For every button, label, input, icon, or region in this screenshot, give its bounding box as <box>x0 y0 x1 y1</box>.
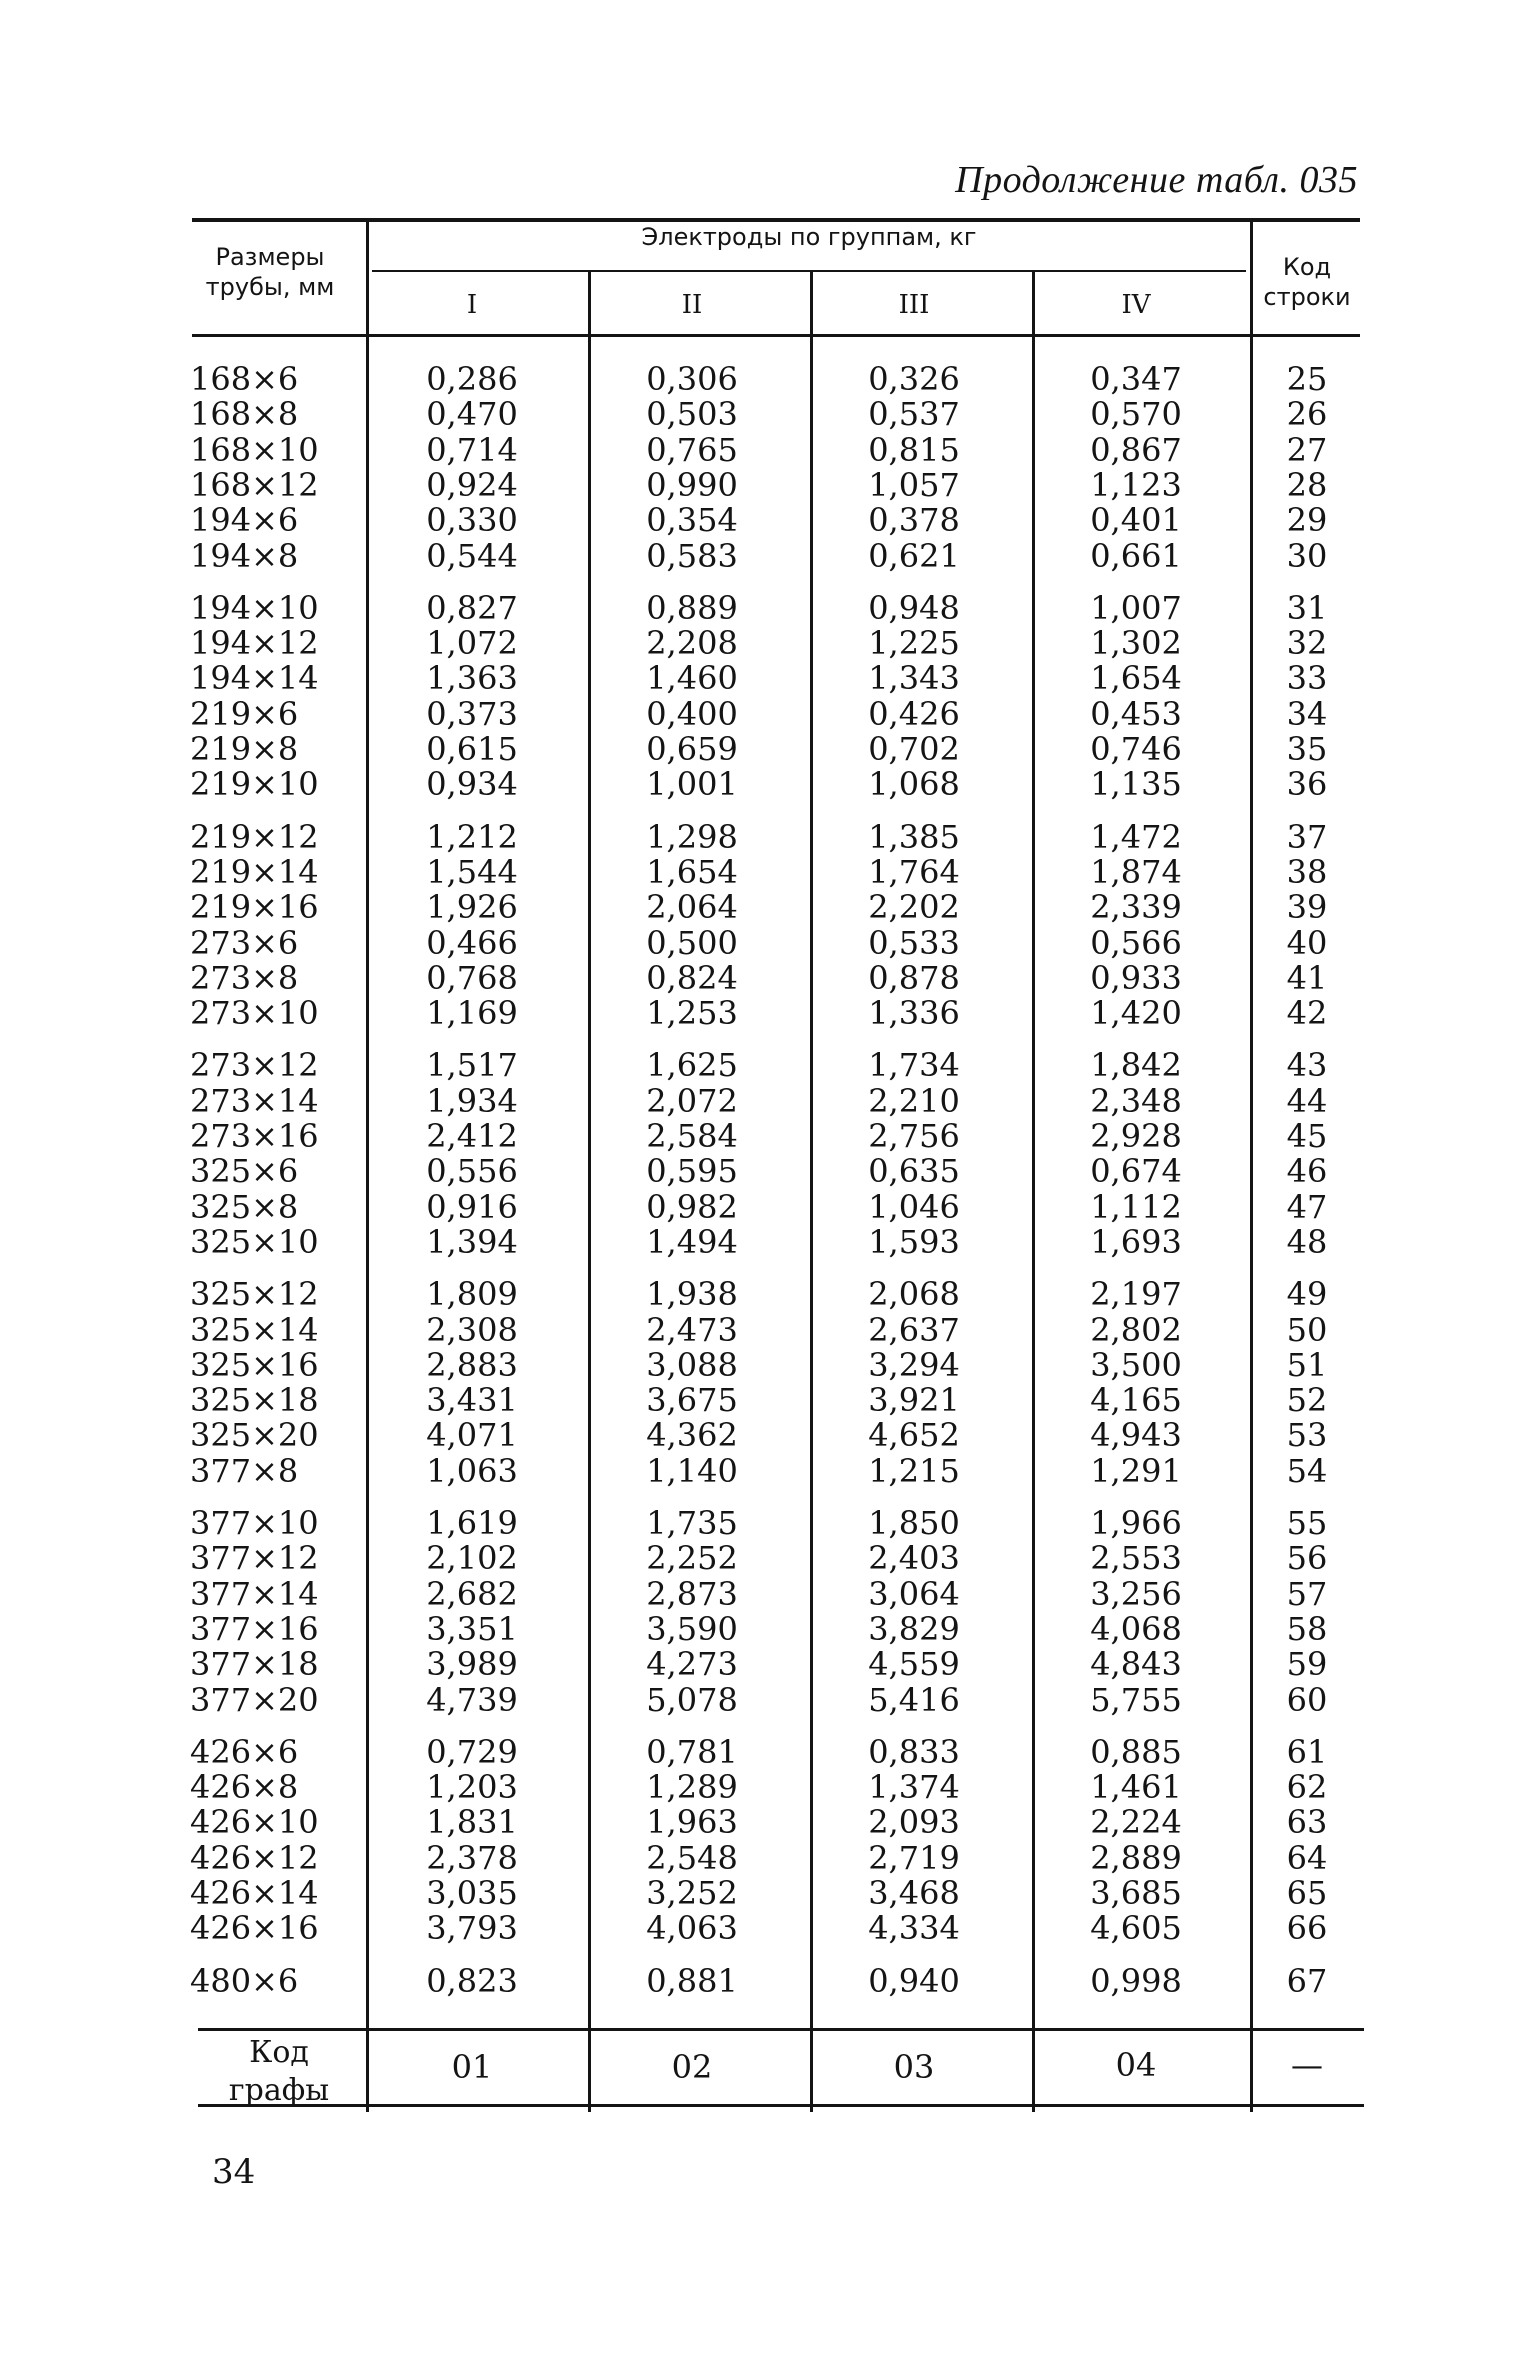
electrode-mass-cell: 0,544 <box>426 536 518 575</box>
electrode-mass-cell: 1,112 <box>1090 1187 1182 1226</box>
electrode-mass-cell: 0,466 <box>426 923 518 962</box>
electrode-mass-cell: 3,675 <box>646 1381 738 1420</box>
pipe-size-cell: 377×8 <box>190 1451 299 1490</box>
electrode-mass-cell: 1,874 <box>1090 852 1182 891</box>
electrode-mass-cell: 2,637 <box>868 1310 960 1349</box>
row-code-cell: 58 <box>1286 1609 1328 1648</box>
pipe-size-cell: 194×14 <box>190 659 319 698</box>
electrode-mass-cell: 1,169 <box>426 994 518 1033</box>
pipe-size-cell: 325×16 <box>190 1345 319 1384</box>
pipe-size-cell: 426×8 <box>190 1768 299 1807</box>
row-code-cell: 52 <box>1286 1381 1328 1420</box>
electrode-mass-cell: 0,765 <box>646 430 738 469</box>
electrode-mass-cell: 5,755 <box>1090 1680 1182 1719</box>
electrode-mass-cell: 0,674 <box>1090 1152 1182 1191</box>
pipe-size-cell: 273×6 <box>190 923 299 962</box>
pipe-size-cell: 325×10 <box>190 1222 319 1261</box>
pipe-size-cell: 219×10 <box>190 765 319 804</box>
pipe-size-cell: 194×6 <box>190 501 299 540</box>
column-code-dash: — <box>1291 2046 1323 2084</box>
electrode-mass-cell: 1,007 <box>1090 588 1182 627</box>
column-rule <box>810 272 813 2112</box>
electrode-mass-cell: 2,584 <box>646 1117 738 1155</box>
electrode-mass-cell: 5,078 <box>646 1680 738 1719</box>
row-code-cell: 25 <box>1286 360 1328 398</box>
pipe-size-cell: 325×18 <box>190 1381 319 1420</box>
electrode-mass-cell: 3,064 <box>868 1574 960 1613</box>
electrode-mass-cell: 4,334 <box>868 1909 960 1948</box>
pipe-size-cell: 194×12 <box>190 624 319 663</box>
electrode-mass-cell: 1,135 <box>1090 765 1182 804</box>
electrode-mass-cell: 0,815 <box>868 430 960 469</box>
row-code-cell: 42 <box>1286 994 1328 1033</box>
electrode-mass-cell: 1,063 <box>426 1451 518 1490</box>
row-code-cell: 39 <box>1286 888 1328 927</box>
pipe-size-cell: 273×10 <box>190 994 319 1033</box>
electrode-mass-cell: 0,286 <box>426 360 518 398</box>
size-column-header: Размеры трубы, мм <box>205 243 335 301</box>
row-code-cell: 29 <box>1286 501 1328 540</box>
electrode-mass-cell: 0,889 <box>646 588 738 627</box>
electrode-mass-cell: 2,883 <box>426 1345 518 1384</box>
row-code-cell: 56 <box>1286 1539 1328 1578</box>
electrode-mass-cell: 0,453 <box>1090 694 1182 733</box>
row-code-cell: 44 <box>1286 1081 1328 1120</box>
electrode-mass-cell: 2,252 <box>646 1539 738 1578</box>
pipe-size-cell: 168×6 <box>190 360 299 398</box>
column-rule <box>1032 272 1035 2112</box>
pipe-size-cell: 219×16 <box>190 888 319 927</box>
pipe-size-cell: 219×14 <box>190 852 319 891</box>
electrode-mass-cell: 3,351 <box>426 1609 518 1648</box>
pipe-size-cell: 426×10 <box>190 1803 319 1842</box>
pipe-size-cell: 219×8 <box>190 730 299 768</box>
electrode-mass-cell: 0,347 <box>1090 360 1182 398</box>
electrode-mass-cell: 2,928 <box>1090 1117 1182 1155</box>
electrode-mass-cell: 1,966 <box>1090 1504 1182 1542</box>
electrode-mass-cell: 0,306 <box>646 360 738 398</box>
row-code-cell: 61 <box>1286 1732 1328 1771</box>
electrode-mass-cell: 2,412 <box>426 1117 518 1155</box>
pipe-size-cell: 273×8 <box>190 958 299 997</box>
electrode-mass-cell: 1,544 <box>426 852 518 891</box>
row-code-cell: 50 <box>1286 1310 1328 1349</box>
pipe-size-cell: 194×8 <box>190 536 299 575</box>
row-code-cell: 62 <box>1286 1768 1328 1807</box>
electrode-mass-cell: 0,940 <box>868 1961 960 2000</box>
groups-rule <box>372 270 1246 272</box>
electrode-mass-cell: 3,468 <box>868 1874 960 1912</box>
electrode-mass-cell: 3,252 <box>646 1874 738 1912</box>
electrode-mass-cell: 2,208 <box>646 624 738 663</box>
table-continuation-title: Продолжение табл. 035 <box>955 159 1358 201</box>
electrode-mass-cell: 1,934 <box>426 1081 518 1120</box>
group-header-iv: IV <box>1121 290 1151 320</box>
electrode-mass-cell: 1,302 <box>1090 624 1182 663</box>
pipe-size-cell: 377×10 <box>190 1504 319 1542</box>
row-code-cell: 64 <box>1286 1838 1328 1877</box>
electrode-mass-cell: 1,001 <box>646 765 738 804</box>
electrode-mass-cell: 1,253 <box>646 994 738 1033</box>
electrode-mass-cell: 2,210 <box>868 1081 960 1120</box>
electrode-mass-cell: 0,881 <box>646 1961 738 2000</box>
footer-top-rule <box>198 2028 1364 2031</box>
electrode-mass-cell: 1,809 <box>426 1275 518 1314</box>
electrode-mass-cell: 0,714 <box>426 430 518 469</box>
electrode-mass-cell: 0,566 <box>1090 923 1182 962</box>
electrode-mass-cell: 0,998 <box>1090 1961 1182 2000</box>
electrode-mass-cell: 2,403 <box>868 1539 960 1578</box>
electrode-mass-cell: 3,088 <box>646 1345 738 1384</box>
electrode-mass-cell: 1,068 <box>868 765 960 804</box>
electrode-mass-cell: 1,625 <box>646 1046 738 1085</box>
pipe-size-cell: 219×6 <box>190 694 299 733</box>
pipe-size-cell: 426×14 <box>190 1874 319 1912</box>
page-number: 34 <box>212 2152 256 2192</box>
row-code-cell: 33 <box>1286 659 1328 698</box>
electrode-mass-cell: 1,517 <box>426 1046 518 1085</box>
pipe-size-cell: 480×6 <box>190 1961 299 2000</box>
electrode-mass-cell: 3,035 <box>426 1874 518 1912</box>
electrode-mass-cell: 3,590 <box>646 1609 738 1648</box>
electrode-mass-cell: 0,533 <box>868 923 960 962</box>
row-code-cell: 30 <box>1286 536 1328 575</box>
pipe-size-cell: 377×14 <box>190 1574 319 1613</box>
electrode-mass-cell: 2,682 <box>426 1574 518 1613</box>
row-code-cell: 40 <box>1286 923 1328 962</box>
column-code-04: 04 <box>1115 2046 1157 2084</box>
electrode-mass-cell: 1,764 <box>868 852 960 891</box>
electrode-mass-cell: 0,924 <box>426 465 518 504</box>
row-code-cell: 41 <box>1286 958 1328 997</box>
pipe-size-cell: 325×20 <box>190 1416 319 1455</box>
electrode-mass-cell: 1,225 <box>868 624 960 663</box>
electrode-mass-cell: 2,072 <box>646 1081 738 1120</box>
electrode-mass-cell: 0,400 <box>646 694 738 733</box>
pipe-size-cell: 377×20 <box>190 1680 319 1719</box>
electrode-mass-cell: 1,363 <box>426 659 518 698</box>
electrode-mass-cell: 2,719 <box>868 1838 960 1877</box>
group-header-i: I <box>466 290 478 320</box>
row-code-cell: 35 <box>1286 730 1328 768</box>
electrode-mass-cell: 1,654 <box>646 852 738 891</box>
pipe-size-cell: 325×6 <box>190 1152 299 1191</box>
electrode-mass-cell: 2,378 <box>426 1838 518 1877</box>
electrode-mass-cell: 0,867 <box>1090 430 1182 469</box>
row-code-cell: 67 <box>1286 1961 1328 2000</box>
pipe-size-cell: 325×14 <box>190 1310 319 1349</box>
electrode-mass-cell: 0,746 <box>1090 730 1182 768</box>
row-code-cell: 57 <box>1286 1574 1328 1613</box>
pipe-size-cell: 168×8 <box>190 395 299 434</box>
electrode-mass-cell: 3,294 <box>868 1345 960 1384</box>
electrode-mass-cell: 1,343 <box>868 659 960 698</box>
row-code-cell: 26 <box>1286 395 1328 434</box>
electrode-mass-cell: 1,394 <box>426 1222 518 1261</box>
electrode-mass-cell: 4,068 <box>1090 1609 1182 1648</box>
electrode-mass-cell: 1,494 <box>646 1222 738 1261</box>
electrode-mass-cell: 1,072 <box>426 624 518 663</box>
pipe-size-cell: 426×16 <box>190 1909 319 1948</box>
electrode-mass-cell: 0,878 <box>868 958 960 997</box>
electrode-mass-cell: 0,500 <box>646 923 738 962</box>
electrode-mass-cell: 1,140 <box>646 1451 738 1490</box>
row-code-cell: 63 <box>1286 1803 1328 1842</box>
electrode-mass-cell: 1,385 <box>868 817 960 856</box>
electrode-mass-cell: 0,916 <box>426 1187 518 1226</box>
electrode-mass-cell: 1,057 <box>868 465 960 504</box>
row-code-cell: 34 <box>1286 694 1328 733</box>
electrode-mass-cell: 1,472 <box>1090 817 1182 856</box>
row-code-cell: 32 <box>1286 624 1328 663</box>
footer-bottom-rule <box>198 2104 1364 2107</box>
electrode-mass-cell: 0,326 <box>868 360 960 398</box>
row-code-cell: 59 <box>1286 1645 1328 1684</box>
electrode-mass-cell: 0,583 <box>646 536 738 575</box>
pipe-size-cell: 219×12 <box>190 817 319 856</box>
electrode-mass-cell: 2,802 <box>1090 1310 1182 1349</box>
row-code-cell: 48 <box>1286 1222 1328 1261</box>
pipe-size-cell: 168×12 <box>190 465 319 504</box>
electrode-mass-cell: 0,556 <box>426 1152 518 1191</box>
column-rule <box>588 272 591 2112</box>
electrode-mass-cell: 3,921 <box>868 1381 960 1420</box>
electrode-mass-cell: 3,793 <box>426 1909 518 1948</box>
electrode-mass-cell: 4,165 <box>1090 1381 1182 1420</box>
electrode-mass-cell: 4,559 <box>868 1645 960 1684</box>
electrode-mass-cell: 2,064 <box>646 888 738 927</box>
electrode-mass-cell: 2,224 <box>1090 1803 1182 1842</box>
pipe-size-cell: 168×10 <box>190 430 319 469</box>
group-header-iii: III <box>898 290 930 320</box>
electrode-mass-cell: 1,203 <box>426 1768 518 1807</box>
electrode-mass-cell: 0,781 <box>646 1732 738 1771</box>
electrode-mass-cell: 0,823 <box>426 1961 518 2000</box>
electrode-mass-cell: 0,885 <box>1090 1732 1182 1771</box>
electrode-mass-cell: 1,850 <box>868 1504 960 1542</box>
electrode-mass-cell: 1,831 <box>426 1803 518 1842</box>
electrode-mass-cell: 0,470 <box>426 395 518 434</box>
row-code-cell: 43 <box>1286 1046 1328 1085</box>
row-code-cell: 36 <box>1286 765 1328 804</box>
column-code-03: 03 <box>893 2048 935 2086</box>
electrode-mass-cell: 1,420 <box>1090 994 1182 1033</box>
electrode-mass-cell: 2,756 <box>868 1117 960 1155</box>
electrode-mass-cell: 0,373 <box>426 694 518 733</box>
electrode-mass-cell: 1,938 <box>646 1275 738 1314</box>
pipe-size-cell: 194×10 <box>190 588 319 627</box>
electrode-mass-cell: 0,595 <box>646 1152 738 1191</box>
electrode-mass-cell: 1,734 <box>868 1046 960 1085</box>
column-code-02: 02 <box>671 2048 713 2086</box>
row-code-cell: 55 <box>1286 1504 1328 1542</box>
electrode-mass-cell: 1,046 <box>868 1187 960 1226</box>
row-code-cell: 28 <box>1286 465 1328 504</box>
electrode-mass-cell: 1,926 <box>426 888 518 927</box>
electrode-mass-cell: 1,842 <box>1090 1046 1182 1085</box>
electrode-mass-cell: 0,635 <box>868 1152 960 1191</box>
electrode-mass-cell: 2,873 <box>646 1574 738 1613</box>
electrode-mass-cell: 5,416 <box>868 1680 960 1719</box>
row-code-cell: 66 <box>1286 1909 1328 1948</box>
code-column-header: Код строки <box>1263 253 1351 311</box>
electrode-mass-cell: 2,202 <box>868 888 960 927</box>
electrode-mass-cell: 0,330 <box>426 501 518 540</box>
electrode-mass-cell: 0,824 <box>646 958 738 997</box>
row-code-cell: 53 <box>1286 1416 1328 1455</box>
electrode-mass-cell: 2,548 <box>646 1838 738 1877</box>
row-code-cell: 37 <box>1286 817 1328 856</box>
electrode-mass-cell: 4,739 <box>426 1680 518 1719</box>
pipe-size-cell: 273×16 <box>190 1117 319 1155</box>
electrode-mass-cell: 3,685 <box>1090 1874 1182 1912</box>
pipe-size-cell: 377×18 <box>190 1645 319 1684</box>
electrode-mass-cell: 0,833 <box>868 1732 960 1771</box>
pipe-size-cell: 325×8 <box>190 1187 299 1226</box>
electrode-mass-cell: 0,729 <box>426 1732 518 1771</box>
row-code-cell: 38 <box>1286 852 1328 891</box>
electrode-mass-cell: 0,659 <box>646 730 738 768</box>
row-code-cell: 60 <box>1286 1680 1328 1719</box>
electrode-mass-cell: 1,123 <box>1090 465 1182 504</box>
electrode-mass-cell: 2,553 <box>1090 1539 1182 1578</box>
electrode-mass-cell: 1,298 <box>646 817 738 856</box>
electrode-mass-cell: 3,829 <box>868 1609 960 1648</box>
electrode-mass-cell: 1,291 <box>1090 1451 1182 1490</box>
electrode-mass-cell: 4,362 <box>646 1416 738 1455</box>
electrode-mass-cell: 0,354 <box>646 501 738 540</box>
row-code-cell: 51 <box>1286 1345 1328 1384</box>
electrode-mass-cell: 1,374 <box>868 1768 960 1807</box>
row-code-cell: 65 <box>1286 1874 1328 1912</box>
pipe-size-cell: 426×12 <box>190 1838 319 1877</box>
electrode-mass-cell: 4,605 <box>1090 1909 1182 1948</box>
electrode-mass-cell: 4,273 <box>646 1645 738 1684</box>
electrode-mass-cell: 2,197 <box>1090 1275 1182 1314</box>
electrode-mass-cell: 0,990 <box>646 465 738 504</box>
electrode-mass-cell: 0,621 <box>868 536 960 575</box>
electrode-mass-cell: 1,460 <box>646 659 738 698</box>
electrode-mass-cell: 4,943 <box>1090 1416 1182 1455</box>
electrode-mass-cell: 3,500 <box>1090 1345 1182 1384</box>
electrode-mass-cell: 1,619 <box>426 1504 518 1542</box>
group-header-ii: II <box>681 290 703 320</box>
electrode-mass-cell: 1,289 <box>646 1768 738 1807</box>
electrode-mass-cell: 1,654 <box>1090 659 1182 698</box>
electrode-mass-cell: 2,068 <box>868 1275 960 1314</box>
pipe-size-cell: 377×16 <box>190 1609 319 1648</box>
electrode-mass-cell: 0,661 <box>1090 536 1182 575</box>
electrode-mass-cell: 0,982 <box>646 1187 738 1226</box>
electrode-mass-cell: 2,093 <box>868 1803 960 1842</box>
electrode-mass-cell: 2,473 <box>646 1310 738 1349</box>
pipe-size-cell: 273×12 <box>190 1046 319 1085</box>
electrode-mass-cell: 2,102 <box>426 1539 518 1578</box>
electrode-mass-cell: 2,348 <box>1090 1081 1182 1120</box>
row-code-cell: 54 <box>1286 1451 1328 1490</box>
electrode-mass-cell: 0,503 <box>646 395 738 434</box>
electrode-mass-cell: 0,933 <box>1090 958 1182 997</box>
column-rule <box>366 222 369 2112</box>
electrode-mass-cell: 3,989 <box>426 1645 518 1684</box>
row-code-cell: 49 <box>1286 1275 1328 1314</box>
electrode-mass-cell: 0,426 <box>868 694 960 733</box>
electrode-mass-cell: 3,256 <box>1090 1574 1182 1613</box>
pipe-size-cell: 426×6 <box>190 1732 299 1771</box>
electrode-mass-cell: 2,889 <box>1090 1838 1182 1877</box>
row-code-cell: 27 <box>1286 430 1328 469</box>
electrode-mass-cell: 0,401 <box>1090 501 1182 540</box>
electrode-mass-cell: 3,431 <box>426 1381 518 1420</box>
column-code-label: Код графы <box>228 2035 330 2108</box>
electrode-mass-cell: 2,308 <box>426 1310 518 1349</box>
electrodes-group-header: Электроды по группам, кг <box>641 223 977 251</box>
electrode-mass-cell: 1,215 <box>868 1451 960 1490</box>
electrode-mass-cell: 1,693 <box>1090 1222 1182 1261</box>
electrode-mass-cell: 0,702 <box>868 730 960 768</box>
electrode-mass-cell: 1,461 <box>1090 1768 1182 1807</box>
electrode-mass-cell: 0,948 <box>868 588 960 627</box>
electrode-mass-cell: 0,827 <box>426 588 518 627</box>
electrode-mass-cell: 1,212 <box>426 817 518 856</box>
electrode-mass-cell: 2,339 <box>1090 888 1182 927</box>
electrode-mass-cell: 0,537 <box>868 395 960 434</box>
electrode-mass-cell: 1,735 <box>646 1504 738 1542</box>
pipe-size-cell: 273×14 <box>190 1081 319 1120</box>
electrode-mass-cell: 4,063 <box>646 1909 738 1948</box>
electrode-mass-cell: 0,615 <box>426 730 518 768</box>
row-code-cell: 46 <box>1286 1152 1328 1191</box>
electrode-mass-cell: 4,652 <box>868 1416 960 1455</box>
electrode-mass-cell: 0,378 <box>868 501 960 540</box>
electrode-mass-cell: 1,963 <box>646 1803 738 1842</box>
column-code-01: 01 <box>451 2048 493 2086</box>
electrode-mass-cell: 0,934 <box>426 765 518 804</box>
pipe-size-cell: 377×12 <box>190 1539 319 1578</box>
electrode-mass-cell: 1,336 <box>868 994 960 1033</box>
electrode-mass-cell: 4,071 <box>426 1416 518 1455</box>
pipe-size-cell: 325×12 <box>190 1275 319 1314</box>
electrode-mass-cell: 1,593 <box>868 1222 960 1261</box>
electrode-mass-cell: 0,768 <box>426 958 518 997</box>
row-code-cell: 31 <box>1286 588 1328 627</box>
electrode-mass-cell: 4,843 <box>1090 1645 1182 1684</box>
row-code-cell: 45 <box>1286 1117 1328 1155</box>
row-code-cell: 47 <box>1286 1187 1328 1226</box>
electrode-mass-cell: 0,570 <box>1090 395 1182 434</box>
